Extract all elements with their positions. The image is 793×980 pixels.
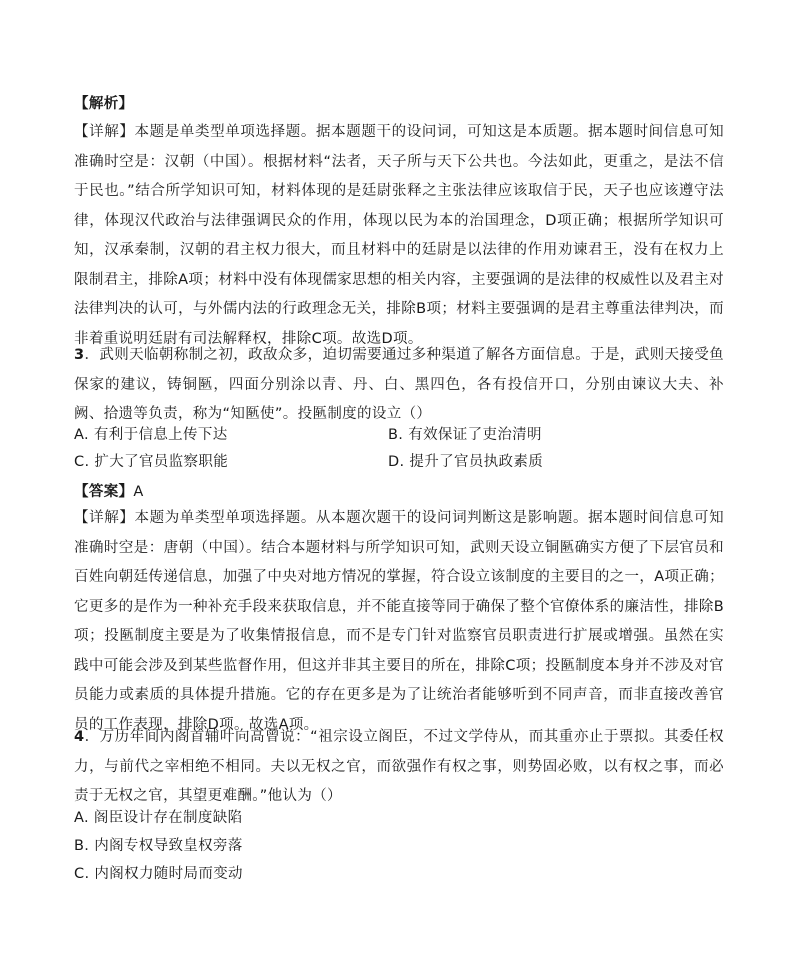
question-4-option-b[interactable]: B. 内阁专权导致皇权旁落 [74,838,243,854]
question-4-stem: ．万历年间内阁首辅叶向高曾说：“祖宗设立阁臣，不过文学侍从，而其重亦止于票拟。其委任权力，与前代之宰相绝不相同。夫以无权之官，而欲强作有权之事，则势固必败，以有权之事，而必责于无权之官，其望更难酬。”他认为（） [74,729,724,804]
question-3-number: 3 [74,347,85,363]
question-3-stem: ．武则天临朝称制之初，政敌众多，迫切需要通过多种渠道了解各方面信息。于是，武则天接受鱼保家的建议，铸铜匦，四面分别涂以青、丹、白、黑四色，各有投信开口，分别由谏议大夫、补阙、拾遗等负责，称为“知匦使”。投匦制度的设立（） [74,347,724,422]
question-4 [74,723,724,812]
answer-value: A [133,484,144,500]
question-4-option-a[interactable]: A. 阁臣设计存在制度缺陷 [74,810,243,826]
question-3-option-b[interactable]: B. 有效保证了吏治清明 [388,427,542,443]
analysis-label: 【解析】 [74,96,134,112]
question-3-option-c[interactable]: C. 扩大了官员监察职能 [74,454,229,470]
question-3-detail: 【详解】本题为单类型单项选择题。从本题次题干的设问词判断这是影响题。据本题时间信息可知准确时空是：唐朝（中国）。结合本题材料与所学知识可知，武则天设立铜匦确实方便了下层官员和百姓向朝廷传递信息，加强了中央对地方情况的掌握，符合设立该制度的主要目的之一，A项正确；它更多的是作为一种补充手段来获取信息，并不能直接等同于确保了整个官僚体系的廉洁性，排除B项；投匦制度主要是为了收集情报信息，而不是专门针对监察官员职责进行扩展或增强。虽然在实践中可能会涉及到某些监督作用，但这并非其主要目的所在，排除C项；投匦制度本身并不涉及对官员能力或素质的具体提升措施。它的存在更多是为了让统治者能够听到不同声音，而非直接改善官员的工作表现，排除D项。故选A项。 [74,510,724,733]
question-3-answer [74,478,144,507]
question-4-option-c[interactable]: C. 内阁权力随时局而变动 [74,866,243,882]
question-3-option-a[interactable]: A. 有利于信息上传下达 [74,427,228,443]
question-3-option-d[interactable]: D. 提升了官员执政素质 [388,454,544,470]
analysis-detail: 【详解】本题是单类型单项选择题。据本题题干的设问词，可知这是本质题。据本题时间信息可知准确时空是：汉朝（中国）。根据材料“法者，天子所与天下公共也。今法如此，更重之，是法不信于民也。”结合所学知识可知，材料体现的是廷尉张释之主张法律应该取信于民，天子也应该遵守法律，体现汉代政治与法律强调民众的作用，体现以民为本的治国理念，D项正确；根据所学知识可知，汉承秦制，汉朝的君主权力很大，而且材料中的廷尉是以法律的作用劝谏君王，没有在权力上限制君主，排除A项；材料中没有体现儒家思想的相关内容，主要强调的是法律的权威性以及君主对法律判决的认可，与外儒内法的行政理念无关，排除B项；材料主要强调的是君主尊重法律判决，而非着重说明廷尉有司法解释权，排除C项。故选D项。 [74,124,724,347]
question-3 [74,341,724,430]
question-4-number: 4 [74,729,85,745]
answer-label: 【答案】 [74,484,134,500]
